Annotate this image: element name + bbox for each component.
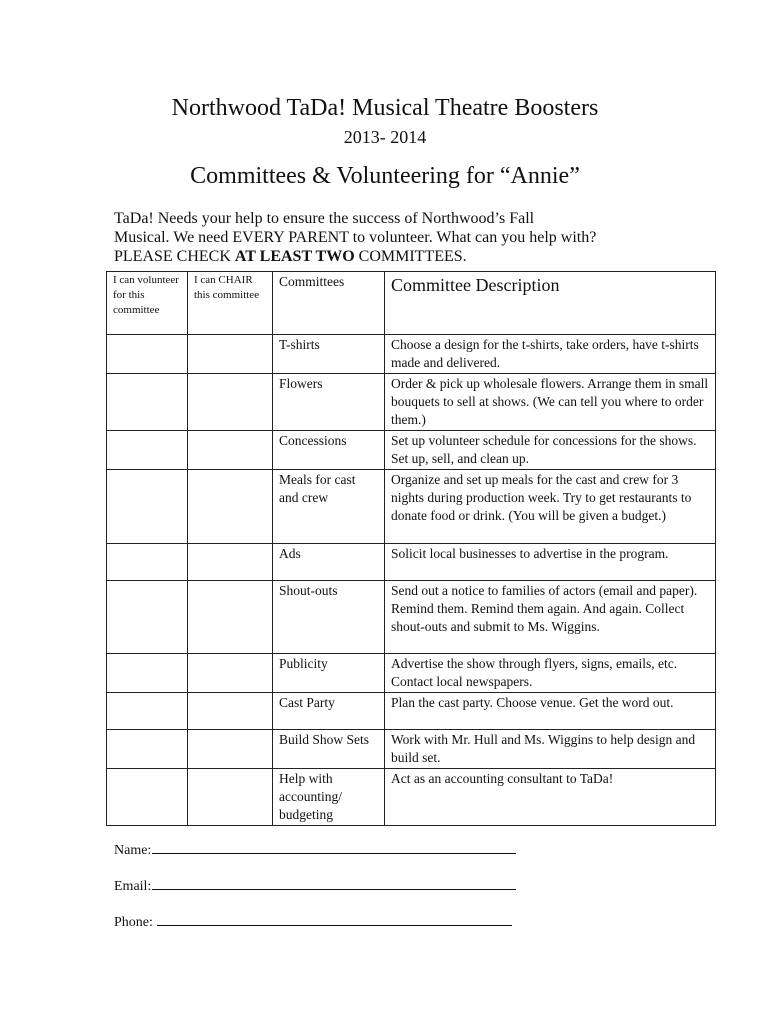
volunteer-checkbox[interactable] — [113, 770, 181, 800]
table-row — [107, 730, 716, 769]
table-row — [107, 335, 716, 374]
header-description: Committee Description — [385, 272, 716, 335]
chair-checkbox-cell[interactable] — [188, 374, 273, 431]
volunteer-checkbox[interactable] — [113, 655, 181, 685]
email-field — [114, 875, 516, 896]
intro-paragraph — [114, 209, 674, 266]
chair-checkbox[interactable] — [194, 432, 266, 462]
chair-checkbox[interactable] — [194, 694, 266, 724]
volunteer-checkbox[interactable] — [113, 471, 181, 501]
volunteer-checkbox-cell[interactable] — [107, 470, 188, 544]
committee-name: Ads — [273, 544, 385, 581]
intro-line-1: TaDa! Needs your help to ensure the success of Northwood’s Fall — [114, 210, 535, 227]
chair-checkbox-cell[interactable] — [188, 730, 273, 769]
volunteer-checkbox[interactable] — [113, 582, 181, 612]
chair-checkbox-cell[interactable] — [188, 335, 273, 374]
table-row — [107, 581, 716, 654]
volunteer-checkbox-cell[interactable] — [107, 769, 188, 826]
phone-label: Phone: — [114, 915, 153, 930]
chair-checkbox[interactable] — [194, 731, 266, 761]
chair-checkbox-cell[interactable] — [188, 470, 273, 544]
committee-name: Concessions — [273, 431, 385, 470]
committee-description: Order & pick up wholesale flowers. Arrange them in small bouquets to sell at shows. (We can tell you where to order them.) — [385, 374, 716, 431]
volunteer-checkbox-cell[interactable] — [107, 544, 188, 581]
chair-checkbox[interactable] — [194, 545, 266, 575]
name-field — [114, 839, 516, 860]
header-volunteer: I can volunteer for this committee — [107, 272, 188, 335]
name-input-line[interactable] — [152, 839, 516, 854]
chair-checkbox-cell[interactable] — [188, 581, 273, 654]
volunteer-checkbox-cell[interactable] — [107, 431, 188, 470]
committee-name: Cast Party — [273, 693, 385, 730]
committees-table — [106, 271, 716, 826]
intro-line-3-start: PLEASE CHECK — [114, 248, 235, 265]
volunteer-checkbox[interactable] — [113, 694, 181, 724]
volunteer-checkbox-cell[interactable] — [107, 730, 188, 769]
committee-description: Work with Mr. Hull and Ms. Wiggins to help design and build set. — [385, 730, 716, 769]
volunteer-checkbox-cell[interactable] — [107, 374, 188, 431]
volunteer-checkbox-cell[interactable] — [107, 693, 188, 730]
chair-checkbox-cell[interactable] — [188, 431, 273, 470]
table-row — [107, 544, 716, 581]
table-row — [107, 693, 716, 730]
committee-name: Publicity — [273, 654, 385, 693]
chair-checkbox[interactable] — [194, 655, 266, 685]
committee-description: Solicit local businesses to advertise in the program. — [385, 544, 716, 581]
volunteer-checkbox[interactable] — [113, 375, 181, 405]
committee-name: Build Show Sets — [273, 730, 385, 769]
intro-line-2: Musical. We need EVERY PARENT to volunteer. What can you help with? — [114, 229, 597, 246]
chair-checkbox-cell[interactable] — [188, 769, 273, 826]
chair-checkbox[interactable] — [194, 582, 266, 612]
committee-name: Flowers — [273, 374, 385, 431]
volunteer-checkbox[interactable] — [113, 731, 181, 761]
table-row — [107, 374, 716, 431]
name-label: Name: — [114, 843, 152, 858]
chair-checkbox-cell[interactable] — [188, 654, 273, 693]
intro-line-3 — [114, 247, 674, 266]
intro-line-3-end: COMMITTEES. — [354, 248, 467, 265]
volunteer-checkbox[interactable] — [113, 336, 181, 366]
committee-name: Help with accounting/ budgeting — [273, 769, 385, 826]
phone-input-line[interactable] — [157, 911, 512, 926]
intro-emphasis: AT LEAST TWO — [234, 248, 355, 265]
committee-name: Meals for cast and crew — [273, 470, 385, 544]
committee-description: Set up volunteer schedule for concessions for the shows. Set up, sell, and clean up. — [385, 431, 716, 470]
committee-description: Advertise the show through flyers, signs, emails, etc. Contact local newspapers. — [385, 654, 716, 693]
committee-description: Plan the cast party. Choose venue. Get the word out. — [385, 693, 716, 730]
phone-field — [114, 911, 512, 932]
committee-description: Send out a notice to families of actors (email and paper). Remind them. Remind them again. And again. Collect shout-outs and submit to Ms. Wiggins. — [385, 581, 716, 654]
header-chair: I can CHAIR this committee — [188, 272, 273, 335]
chair-checkbox[interactable] — [194, 770, 266, 800]
volunteer-checkbox-cell[interactable] — [107, 654, 188, 693]
table-row — [107, 431, 716, 470]
chair-checkbox-cell[interactable] — [188, 544, 273, 581]
committee-description: Choose a design for the t-shirts, take orders, have t-shirts made and delivered. — [385, 335, 716, 374]
document-subtitle: Committees & Volunteering for “Annie” — [190, 163, 580, 189]
chair-checkbox[interactable] — [194, 375, 266, 405]
committee-name: T-shirts — [273, 335, 385, 374]
volunteer-checkbox-cell[interactable] — [107, 335, 188, 374]
table-header-row — [107, 272, 716, 335]
email-label: Email: — [114, 879, 152, 894]
volunteer-checkbox[interactable] — [113, 432, 181, 462]
committee-name: Shout-outs — [273, 581, 385, 654]
chair-checkbox-cell[interactable] — [188, 693, 273, 730]
header-committees: Committees — [273, 272, 385, 335]
school-year: 2013- 2014 — [343, 127, 427, 147]
volunteer-checkbox-cell[interactable] — [107, 581, 188, 654]
email-input-line[interactable] — [152, 875, 516, 890]
chair-checkbox[interactable] — [194, 336, 266, 366]
table-row — [107, 769, 716, 826]
table-row — [107, 654, 716, 693]
table-row — [107, 470, 716, 544]
committee-description: Act as an accounting consultant to TaDa! — [385, 769, 716, 826]
committee-description: Organize and set up meals for the cast and crew for 3 nights during production week. Try to get restaurants to donate food or drink. (You will be given a budget.) — [385, 470, 716, 544]
volunteer-checkbox[interactable] — [113, 545, 181, 575]
document-title: Northwood TaDa! Musical Theatre Boosters — [171, 95, 599, 121]
chair-checkbox[interactable] — [194, 471, 266, 501]
